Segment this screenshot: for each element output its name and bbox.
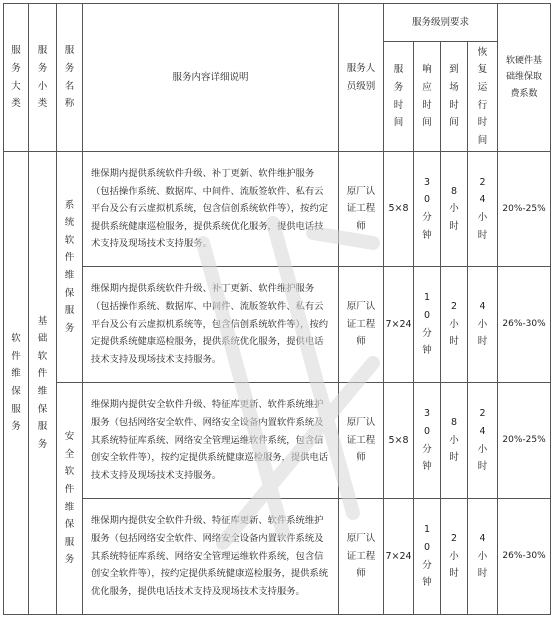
cell-service-name: 系统软件维保服务 [57,152,83,383]
cell-staff-level: 原厂认证工程师 [339,152,384,267]
cell-description: 维保期内提供系统软件升级、补丁更新、软件维护服务（包括操作系统、数据库、中间件、流版签软件、私有云平台及公有云虚拟机系统等，包含信创系统软件等），按约定提供系统健康巡检服务，提供系统优化服务，提供电话技术支持及现场技术支持服务。 [83,267,339,383]
cell-onsite-time: 8小时 [441,383,468,499]
cell-service-time: 5×8 [384,152,414,267]
cell-description: 维保期内提供安全软件升级、特征库更新、软件系统维护服务（包括网络安全软件、网络安全设备内置软件系统及其系统特征库系统、网络安全管理运维软件系统，包含信创安全软件等），按约定提供系统健康巡检服务，提供电话技术支持及现场技术支持服务。 [83,383,339,499]
table-row [4,267,551,383]
cell-staff-level: 原厂认证工程师 [339,499,384,615]
cell-category: 软件维保服务 [4,152,29,615]
header-sla-group: 服务级别要求 [384,4,498,42]
header-service-time: 服务时间 [384,42,414,152]
cell-recovery-time: 24小时 [468,152,498,267]
header-fee-ratio: 软硬件基础维保取费系数 [498,4,551,152]
cell-onsite-time: 8小时 [441,152,468,267]
header-row-1 [4,4,551,42]
header-staff-level: 服务人员级别 [339,4,384,152]
table-row [4,499,551,615]
cell-response-time: 30分钟 [414,152,441,267]
cell-description: 维保期内提供安全软件升级、特征库更新、软件系统维护服务（包括网络安全软件、网络安全设备内置软件系统及其系统特征库系统、网络安全管理运维软件系统，包含信创安全软件等），按约定提供系统健康巡检服务，提供系统优化服务，提供电话技术支持及现场技术支持服务。 [83,499,339,615]
header-onsite-time: 到场时间 [441,42,468,152]
cell-recovery-time: 24小时 [468,383,498,499]
header-description: 服务内容详细说明 [83,4,339,152]
cell-onsite-time: 2小时 [441,499,468,615]
table-row [4,152,551,267]
cell-service-time: 7×24 [384,499,414,615]
cell-subcategory: 基础软件维保服务 [29,152,57,615]
cell-fee-ratio: 20%-25% [498,152,551,267]
cell-recovery-time: 4小时 [468,499,498,615]
cell-service-time: 5×8 [384,383,414,499]
cell-staff-level: 原厂认证工程师 [339,267,384,383]
cell-recovery-time: 4小时 [468,267,498,383]
cell-onsite-time: 2小时 [441,267,468,383]
cell-response-time: 10分钟 [414,499,441,615]
cell-fee-ratio: 26%-30% [498,267,551,383]
cell-staff-level: 原厂认证工程师 [339,383,384,499]
cell-fee-ratio: 26%-30% [498,499,551,615]
header-recovery-time: 恢复运行时间 [468,42,498,152]
table-row [4,383,551,499]
cell-fee-ratio: 20%-25% [498,383,551,499]
header-subcategory: 服务小类 [29,4,57,152]
service-level-table-page [3,3,550,616]
cell-description: 维保期内提供系统软件升级、补丁更新、软件维护服务（包括操作系统、数据库、中间件、流版签软件、私有云平台及公有云虚拟机系统，包含信创系统软件等），按约定提供系统健康巡检服务，提供系统优化服务，提供电话技术支持及现场技术支持服务。 [83,152,339,267]
header-service-name: 服务名称 [57,4,83,152]
service-level-table [3,3,551,615]
header-response-time: 响应时间 [414,42,441,152]
cell-service-time: 7×24 [384,267,414,383]
header-category: 服务大类 [4,4,29,152]
cell-service-name: 安全软件维保服务 [57,383,83,615]
cell-response-time: 10分钟 [414,267,441,383]
cell-response-time: 30分钟 [414,383,441,499]
